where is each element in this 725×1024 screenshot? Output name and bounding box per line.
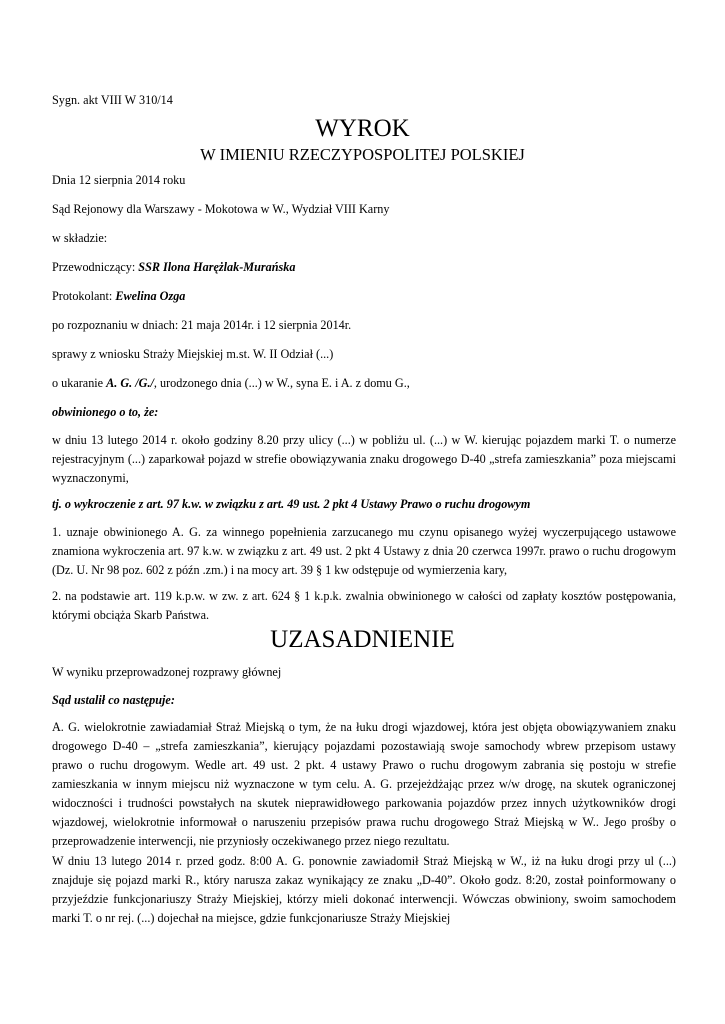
verdict-point-2: 2. na podstawie art. 119 k.p.w. w zw. z art. 624 § 1 k.p.k. zwalnia obwinionego w całości od zapłaty kosztów postępowania, którymi obciąża Skarb Państwa. [52, 589, 676, 622]
verdict-subtitle: W IMIENIU RZECZYPOSPOLITEJ POLSKIEJ [200, 145, 525, 164]
hearing-line: po rozpoznaniu w dniach: 21 maja 2014r. i 12 sierpnia 2014r. [52, 318, 352, 332]
verdict-title: WYROK [315, 115, 410, 142]
chair-line [52, 260, 295, 275]
charge-paragraph: w dniu 13 lutego 2014 r. około godziny 8.20 przy ulicy (...) w pobliżu ul. (...) w W. kierując pojazdem marki T. o numerze rejestracyjnym (...) zaparkował pojazd w strefie obowiązywania znaku drogowego D-40 „strefa zamieszkania” poza miejscami wyznaczonymi, [52, 433, 676, 485]
court-line: Sąd Rejonowy dla Warszawy - Mokotowa w W., Wydział VIII Karny [52, 202, 390, 216]
offense-line: tj. o wykroczenie z art. 97 k.w. w związku z art. 49 ust. 2 pkt 4 Ustawy Prawo o ruchu drogowym [52, 497, 531, 511]
punish-line [52, 376, 410, 391]
case-signature: Sygn. akt VIII W 310/14 [52, 93, 173, 107]
punish-name: A. G. /G./ [106, 376, 154, 390]
date-line: Dnia 12 sierpnia 2014 roku [52, 173, 186, 187]
clerk-label: Protokolant: [52, 289, 116, 303]
established-heading: Sąd ustalił co następuje: [52, 693, 175, 707]
chair-name: SSR Ilona Harężlak-Murańska [138, 260, 296, 274]
punish-post: , urodzonego dnia (...) w W., syna E. i A. z domu G., [153, 376, 410, 390]
clerk-line [52, 289, 185, 304]
main-hearing-line: W wyniku przeprowadzonej rozprawy głównej [52, 665, 282, 679]
punish-pre: o ukaranie [52, 376, 107, 390]
accused-heading: obwinionego o to, że: [52, 405, 159, 419]
justification-paragraph-2: W dniu 13 lutego 2014 r. przed godz. 8:00 A. G. ponownie zawiadomił Straż Miejską w W., iż na łuku drogi przy ul (...) znajduje się pojazd marki R., który narusza zakaz wynikający ze znaku „D-40”. Około godz. 8:20, został poinformowany o przyjeździe funkcjonariuszy Straży Miejskiej, którzy mieli dokonać interwencji. Wówczas obwiniony, swoim samochodem marki T. o nr rej. (...) dojechał na miejsce, gdzie funkcjonariusze Straży Miejskiej [52, 854, 676, 925]
clerk-name: Ewelina Ozga [115, 289, 186, 303]
justification-paragraph-1: A. G. wielokrotnie zawiadamiał Straż Miejską o tym, że na łuku drogi wjazdowej, która jest objęta obowiązywaniem znaku drogowego D-40 – „strefa zamieszkania”, kierujący pojazdami pozostawiają swoje samochody wbrew przepisom ustawy prawo o ruchu drogowym. Wedle art. 49 ust. 2 pkt. 4 ustawy Prawo o ruchu drogowym zabrania się postoju w strefie zamieszkania w innym miejscu niż wyznaczone w tym celu. A. G. przejeżdżając przez w/w drogę, na skutek ograniczonej widoczności i trudności powstałych na skutek nieprawidłowego parkowania pojazdów przez innych użytkowników drogi wjazdowej, wielokrotnie informował o naruszeniu przepisów prawa ruchu drogowego Straż Miejską w W.. Jego prośby o przeprowadzenie interwencji, nie przyniosły oczekiwanego przez niego rezultatu. [52, 720, 676, 848]
verdict-point-1: 1. uznaje obwinionego A. G. za winnego popełnienia zarzucanego mu czynu opisanego wyżej wyczerpującego ustawowe znamiona wykroczenia art. 97 k.w. w związku z art. 49 ust. 2 pkt 4 Ustawy z dnia 20 czerwca 1997r. prawo o ruchu drogowym (Dz. U. Nr 98 poz. 602 z późn .zm.) i na mocy art. 39 § 1 kw odstępuje od wymierzenia kary, [52, 525, 676, 577]
composition-line: w składzie: [52, 231, 108, 245]
chair-label: Przewodniczący: [52, 260, 139, 274]
justification-title: UZASADNIENIE [270, 626, 455, 653]
motion-line: sprawy z wniosku Straży Miejskiej m.st. W. II Odział (...) [52, 347, 334, 361]
